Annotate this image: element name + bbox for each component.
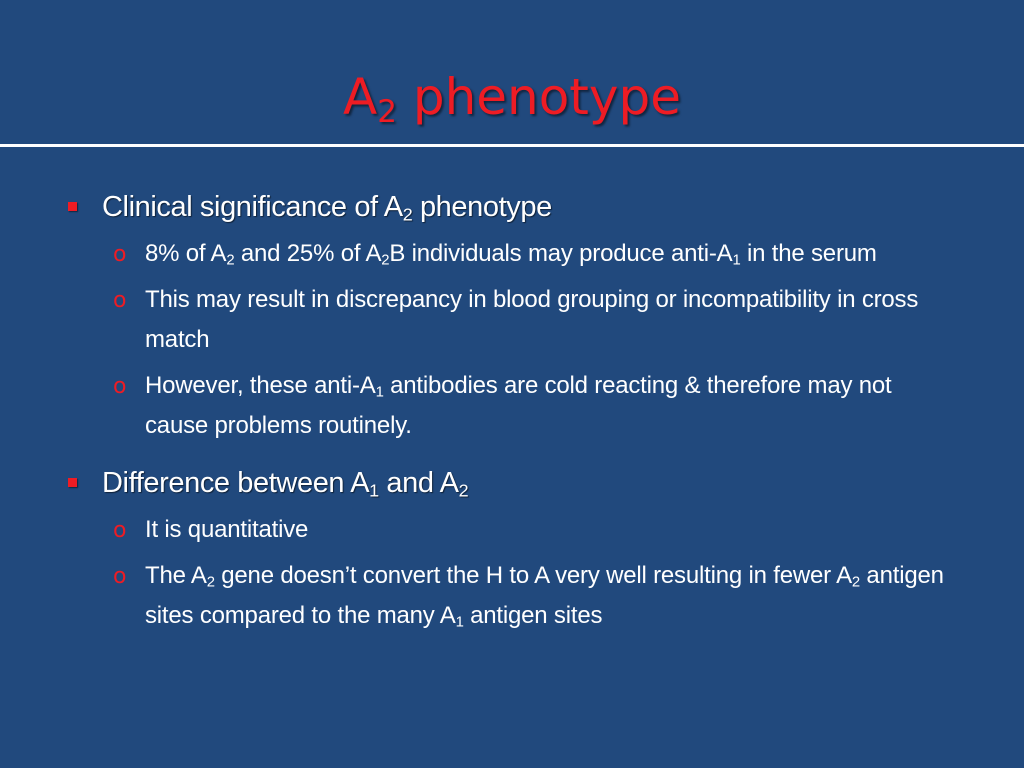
title-divider xyxy=(0,144,1024,147)
slide-title xyxy=(0,64,1024,130)
bullet-difference: Difference between $A_1$ and $A_2$ xyxy=(64,464,964,502)
subbullet-cold-reacting: o However, these anti-$A_1$ antibodies are cold reacting & therefore may not cause problems routinely. xyxy=(145,366,964,446)
subbullet-a2-gene: o The $A_2$ gene doesn’t convert the H to A very well resulting in fewer $A_2$ antigen sites compared to the many $A_1$ antigen sites xyxy=(145,556,964,636)
square-bullet-icon xyxy=(68,202,77,211)
subbullet-quantitative: o It is quantitative xyxy=(145,510,964,550)
subbullet-discrepancy: o This may result in discrepancy in blood grouping or incompatibility in cross match xyxy=(145,280,964,360)
title-rest: phenotype xyxy=(396,68,681,126)
title-main: A xyxy=(342,68,378,126)
subbullet-anti-a1-production: o 8% of $A_2$ and 25% of $A_2B$ individuals may produce anti-$A_1$ in the serum xyxy=(145,234,964,274)
circle-bullet-icon: o xyxy=(113,564,127,589)
square-bullet-icon xyxy=(68,478,77,487)
title-subscript: 2 xyxy=(377,93,397,130)
bullet-list xyxy=(64,188,964,636)
circle-bullet-icon: o xyxy=(113,518,127,543)
circle-bullet-icon: o xyxy=(113,242,127,267)
bullet-clinical-significance: Clinical significance of $A_2$ phenotype xyxy=(64,188,964,226)
circle-bullet-icon: o xyxy=(113,288,127,313)
circle-bullet-icon: o xyxy=(113,374,127,399)
